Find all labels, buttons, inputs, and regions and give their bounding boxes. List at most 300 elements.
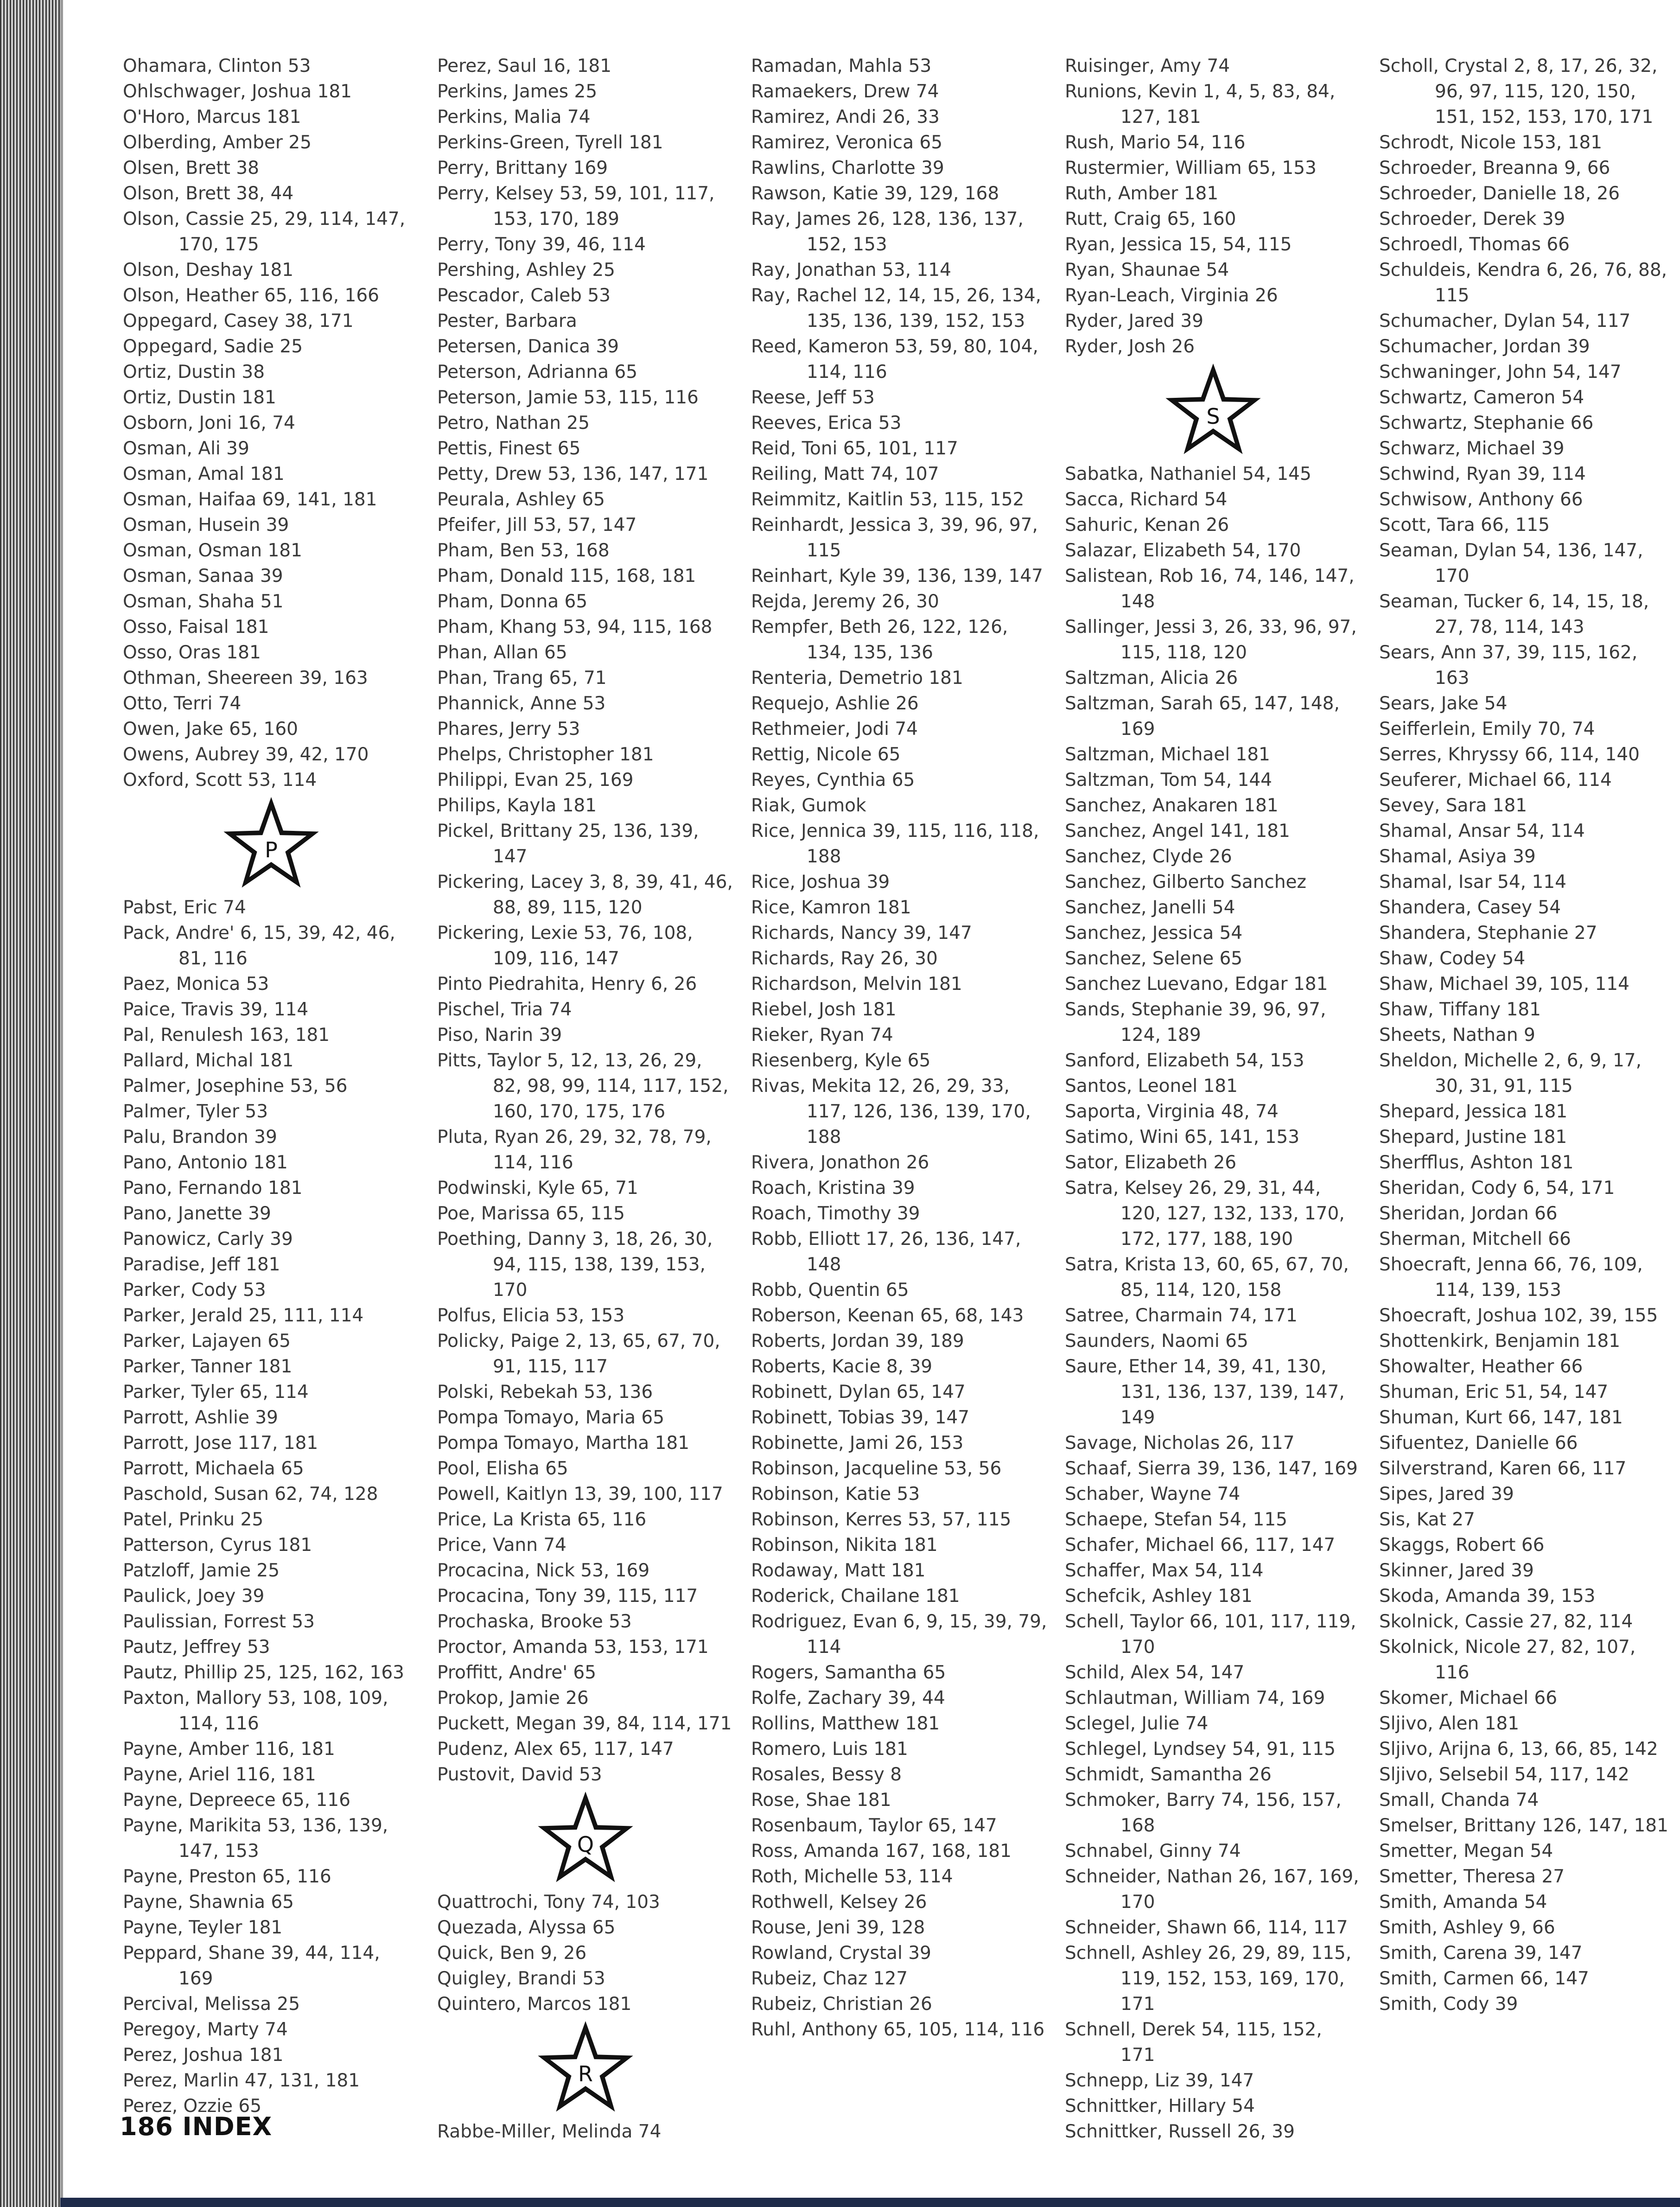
index-entry: Schuldeis, Kendra 6, 26, 76, 88, 115 xyxy=(1379,260,1667,306)
index-entry: Schwaninger, John 54, 147 xyxy=(1379,362,1622,383)
index-entry: Osman, Osman 181 xyxy=(123,540,302,561)
index-entry: Schroedl, Thomas 66 xyxy=(1379,234,1570,255)
index-entry: Seaman, Tucker 6, 14, 15, 18, 27, 78, 114, 143 xyxy=(1379,591,1649,638)
index-entry: Perry, Brittany 169 xyxy=(437,158,608,179)
index-entry: Paulick, Joey 39 xyxy=(123,1586,265,1607)
index-entry: Sears, Jake 54 xyxy=(1379,693,1508,714)
index-entry: Perkins, James 25 xyxy=(437,81,598,102)
index-entry: Sanchez Luevano, Edgar 181 xyxy=(1065,974,1328,995)
index-entry: Schwind, Ryan 39, 114 xyxy=(1379,464,1586,485)
index-entry: Saunders, Naomi 65 xyxy=(1065,1331,1248,1352)
index-entry: Richards, Nancy 39, 147 xyxy=(751,923,972,944)
index-entry: Satra, Krista 13, 60, 65, 67, 70, 85, 114, 120, 158 xyxy=(1065,1254,1349,1301)
index-entry: Patel, Prinku 25 xyxy=(123,1509,264,1530)
index-entry: Pester, Barbara xyxy=(437,311,577,332)
index-entry: Ray, James 26, 128, 136, 137, 152, 153 xyxy=(751,209,1024,255)
index-entry: Romero, Luis 181 xyxy=(751,1739,908,1760)
page-number: 186 xyxy=(120,2112,173,2141)
index-entry: Oxford, Scott 53, 114 xyxy=(123,770,317,791)
index-entry: Schefcik, Ashley 181 xyxy=(1065,1586,1253,1607)
index-entry: Sabatka, Nathaniel 54, 145 xyxy=(1065,464,1311,485)
index-entry: Robinson, Nikita 181 xyxy=(751,1535,938,1556)
index-entry: Sanford, Elizabeth 54, 153 xyxy=(1065,1050,1305,1071)
index-entry: Ramadan, Mahla 53 xyxy=(751,56,932,77)
index-entry: Peregoy, Marty 74 xyxy=(123,2019,288,2040)
index-entry: Saltzman, Tom 54, 144 xyxy=(1065,770,1272,791)
section-letter-text: R xyxy=(578,2061,593,2086)
index-entry: Smetter, Theresa 27 xyxy=(1379,1866,1565,1887)
index-entry: Quigley, Brandi 53 xyxy=(437,1968,605,1989)
index-entry: Perez, Saul 16, 181 xyxy=(437,56,612,77)
index-entry: Parrott, Michaela 65 xyxy=(123,1458,304,1479)
index-entry: Showalter, Heather 66 xyxy=(1379,1356,1583,1377)
index-entry: Seuferer, Michael 66, 114 xyxy=(1379,770,1612,791)
index-entry: Schwartz, Stephanie 66 xyxy=(1379,413,1594,434)
index-entry: Osman, Husein 39 xyxy=(123,515,289,536)
index-entry: Rothwell, Kelsey 26 xyxy=(751,1892,927,1913)
index-entry: Runions, Kevin 1, 4, 5, 83, 84, 127, 181 xyxy=(1065,81,1336,128)
index-entry: Pham, Ben 53, 168 xyxy=(437,540,610,561)
index-entry: Saltzman, Michael 181 xyxy=(1065,744,1270,765)
star-icon xyxy=(218,795,325,893)
index-entry: Scholl, Crystal 2, 8, 17, 26, 32, 96, 97, 115, 120, 150, 151, 152, 153, 170, 171 xyxy=(1379,56,1658,128)
index-entry: Sahuric, Kenan 26 xyxy=(1065,515,1229,536)
index-entry: Ray, Jonathan 53, 114 xyxy=(751,260,951,281)
index-entry: Smith, Carena 39, 147 xyxy=(1379,1943,1583,1964)
index-entry: Schild, Alex 54, 147 xyxy=(1065,1662,1245,1683)
index-entry: Procacina, Tony 39, 115, 117 xyxy=(437,1586,698,1607)
index-entry: Rosenbaum, Taylor 65, 147 xyxy=(751,1815,997,1836)
index-entry: Reinhardt, Jessica 3, 39, 96, 97, 115 xyxy=(751,515,1038,561)
index-entry: Ryan-Leach, Virginia 26 xyxy=(1065,285,1278,306)
index-entry: Skolnick, Cassie 27, 82, 114 xyxy=(1379,1611,1633,1632)
index-entry: Sclegel, Julie 74 xyxy=(1065,1713,1209,1734)
index-entry: Ryan, Shaunae 54 xyxy=(1065,260,1229,281)
index-entry: Percival, Melissa 25 xyxy=(123,1994,300,2015)
index-entry: Pluta, Ryan 26, 29, 32, 78, 79, 114, 116 xyxy=(437,1127,712,1173)
index-entry: Ray, Rachel 12, 14, 15, 26, 134, 135, 136, 139, 152, 153 xyxy=(751,285,1042,332)
index-entry: Rodaway, Matt 181 xyxy=(751,1560,926,1581)
index-entry: Othman, Sheereen 39, 163 xyxy=(123,668,368,689)
index-entry: Pham, Donna 65 xyxy=(437,591,588,612)
index-column-3 xyxy=(751,53,1048,2042)
index-entry: Reiling, Matt 74, 107 xyxy=(751,464,939,485)
index-entry: Rubeiz, Christian 26 xyxy=(751,1994,932,2015)
index-entry: Oppegard, Casey 38, 171 xyxy=(123,311,354,332)
index-entry: Ruhl, Anthony 65, 105, 114, 116 xyxy=(751,2019,1045,2040)
index-entry: Owens, Aubrey 39, 42, 170 xyxy=(123,744,369,765)
index-entry: Roberts, Kacie 8, 39 xyxy=(751,1356,933,1377)
index-entry: Rice, Joshua 39 xyxy=(751,872,890,893)
page-bottom-edge xyxy=(60,2198,1680,2207)
index-entry: Roach, Timothy 39 xyxy=(751,1203,920,1224)
index-entry: Robinett, Tobias 39, 147 xyxy=(751,1407,970,1428)
index-entry: Silverstrand, Karen 66, 117 xyxy=(1379,1458,1627,1479)
index-entry: Schwartz, Cameron 54 xyxy=(1379,387,1585,408)
index-entry: Patzloff, Jamie 25 xyxy=(123,1560,280,1581)
index-entry: Shaw, Codey 54 xyxy=(1379,948,1526,969)
index-entry: Rice, Jennica 39, 115, 116, 118, 188 xyxy=(751,821,1039,867)
index-entry: Riebel, Josh 181 xyxy=(751,999,897,1020)
index-entry: Schrodt, Nicole 153, 181 xyxy=(1379,132,1603,153)
index-entry: Prochaska, Brooke 53 xyxy=(437,1611,632,1632)
index-entry: Quezada, Alyssa 65 xyxy=(437,1917,616,1938)
index-entry: Sator, Elizabeth 26 xyxy=(1065,1152,1237,1173)
index-entry: Ryder, Jared 39 xyxy=(1065,311,1203,332)
index-entry: Rustermier, William 65, 153 xyxy=(1065,158,1317,179)
index-entry: Robb, Elliott 17, 26, 136, 147, 148 xyxy=(751,1229,1021,1275)
index-entry: Olson, Deshay 181 xyxy=(123,260,294,281)
index-entry: Rose, Shae 181 xyxy=(751,1790,891,1811)
index-entry: Olson, Brett 38, 44 xyxy=(123,183,294,204)
index-entry: Sanchez, Janelli 54 xyxy=(1065,897,1235,918)
index-entry: Schnell, Derek 54, 115, 152, 171 xyxy=(1065,2019,1322,2066)
index-entry: Smith, Carmen 66, 147 xyxy=(1379,1968,1589,1989)
index-column-2 xyxy=(437,53,734,2144)
index-entry: Ohamara, Clinton 53 xyxy=(123,56,311,77)
index-entry: Phannick, Anne 53 xyxy=(437,693,606,714)
index-entry: Paez, Monica 53 xyxy=(123,974,269,995)
index-entry: Sheets, Nathan 9 xyxy=(1379,1025,1535,1046)
index-entry: Perez, Ozzie 65 xyxy=(123,2096,262,2117)
index-entry: Osman, Sanaa 39 xyxy=(123,566,283,587)
index-entry: Patterson, Cyrus 181 xyxy=(123,1535,312,1556)
index-entry: Sljivo, Alen 181 xyxy=(1379,1713,1520,1734)
index-entry: Pickel, Brittany 25, 136, 139, 147 xyxy=(437,821,699,867)
index-entry: Phares, Jerry 53 xyxy=(437,719,580,740)
index-entry: Sanchez, Anakaren 181 xyxy=(1065,795,1279,816)
index-entry: Richards, Ray 26, 30 xyxy=(751,948,938,969)
index-entry: Ohlschwager, Joshua 181 xyxy=(123,81,352,102)
index-entry: Rempfer, Beth 26, 122, 126, 134, 135, 136 xyxy=(751,617,1008,663)
index-entry: Piso, Narin 39 xyxy=(437,1025,562,1046)
index-entry: Reinhart, Kyle 39, 136, 139, 147 xyxy=(751,566,1043,587)
index-entry: Robinson, Kerres 53, 57, 115 xyxy=(751,1509,1012,1530)
index-entry: Olson, Cassie 25, 29, 114, 147, 170, 175 xyxy=(123,209,406,255)
index-entry: Robinett, Dylan 65, 147 xyxy=(751,1382,966,1403)
index-entry: Sherfflus, Ashton 181 xyxy=(1379,1152,1574,1173)
index-entry: Sanchez, Clyde 26 xyxy=(1065,846,1232,867)
index-entry: Satra, Kelsey 26, 29, 31, 44, 120, 127, 132, 133, 170, 172, 177, 188, 190 xyxy=(1065,1178,1345,1250)
index-entry: Payne, Depreece 65, 116 xyxy=(123,1790,350,1811)
index-entry: Small, Chanda 74 xyxy=(1379,1790,1539,1811)
index-entry: Perez, Marlin 47, 131, 181 xyxy=(123,2070,360,2091)
index-entry: Pustovit, David 53 xyxy=(437,1764,602,1785)
index-entry: Peurala, Ashley 65 xyxy=(437,489,605,510)
index-entry: Skaggs, Robert 66 xyxy=(1379,1535,1545,1556)
index-entry: Shandera, Stephanie 27 xyxy=(1379,923,1597,944)
index-entry: Ross, Amanda 167, 168, 181 xyxy=(751,1841,1012,1862)
page-footer xyxy=(120,2112,272,2141)
index-entry: Roberts, Jordan 39, 189 xyxy=(751,1331,964,1352)
index-entry: Shamal, Asiya 39 xyxy=(1379,846,1536,867)
index-entry: Reyes, Cynthia 65 xyxy=(751,770,915,791)
index-entry: Schaffer, Max 54, 114 xyxy=(1065,1560,1264,1581)
index-entry: Petersen, Danica 39 xyxy=(437,336,619,357)
index-entry: Saltzman, Alicia 26 xyxy=(1065,668,1238,689)
index-entry: Shuman, Kurt 66, 147, 181 xyxy=(1379,1407,1623,1428)
index-entry: Rollins, Matthew 181 xyxy=(751,1713,940,1734)
index-entry: Ramirez, Andi 26, 33 xyxy=(751,107,940,128)
index-entry: Schwarz, Michael 39 xyxy=(1379,438,1565,459)
index-entry: Perez, Joshua 181 xyxy=(123,2045,284,2066)
index-entry: Peterson, Jamie 53, 115, 116 xyxy=(437,387,699,408)
index-entry: Rogers, Samantha 65 xyxy=(751,1662,946,1683)
index-entry: Schafer, Michael 66, 117, 147 xyxy=(1065,1535,1336,1556)
index-entry: Skoda, Amanda 39, 153 xyxy=(1379,1586,1596,1607)
index-entry: Rowland, Crystal 39 xyxy=(751,1943,931,1964)
index-entry: Schnell, Ashley 26, 29, 89, 115, 119, 152, 153, 169, 170, 171 xyxy=(1065,1943,1352,2015)
index-entry: Petty, Drew 53, 136, 147, 171 xyxy=(437,464,709,485)
index-entry: Rabbe-Miller, Melinda 74 xyxy=(437,2121,662,2142)
index-entry: Schaepe, Stefan 54, 115 xyxy=(1065,1509,1287,1530)
index-entry: Ryan, Jessica 15, 54, 115 xyxy=(1065,234,1292,255)
index-entry: Pano, Antonio 181 xyxy=(123,1152,288,1173)
page-binding-edge xyxy=(0,0,60,2207)
section-label: INDEX xyxy=(182,2112,273,2141)
index-column-1 xyxy=(123,53,420,2119)
index-entry: Sheldon, Michelle 2, 6, 9, 17, 30, 31, 91, 115 xyxy=(1379,1050,1642,1097)
index-entry: Schumacher, Jordan 39 xyxy=(1379,336,1590,357)
index-entry: Shandera, Casey 54 xyxy=(1379,897,1561,918)
index-entry: Seaman, Dylan 54, 136, 147, 170 xyxy=(1379,540,1643,587)
index-entry: Pautz, Jeffrey 53 xyxy=(123,1637,270,1658)
index-entry: Schumacher, Dylan 54, 117 xyxy=(1379,311,1631,332)
index-entry: Schlautman, William 74, 169 xyxy=(1065,1688,1325,1709)
index-entry: Scott, Tara 66, 115 xyxy=(1379,515,1550,536)
index-entry: Pitts, Taylor 5, 12, 13, 26, 29, 82, 98, 99, 114, 117, 152, 160, 170, 175, 176 xyxy=(437,1050,729,1122)
index-entry: Saure, Ether 14, 39, 41, 130, 131, 136, 137, 139, 147, 149 xyxy=(1065,1356,1345,1428)
index-entry: Petro, Nathan 25 xyxy=(437,413,590,434)
index-entry: Panowicz, Carly 39 xyxy=(123,1229,293,1250)
index-entry: Savage, Nicholas 26, 117 xyxy=(1065,1433,1295,1454)
index-entry: Peppard, Shane 39, 44, 114, 169 xyxy=(123,1943,380,1989)
index-entry: Paxton, Mallory 53, 108, 109, 114, 116 xyxy=(123,1688,388,1734)
index-entry: Payne, Ariel 116, 181 xyxy=(123,1764,316,1785)
index-entry: Schlegel, Lyndsey 54, 91, 115 xyxy=(1065,1739,1336,1760)
index-entry: Phan, Allan 65 xyxy=(437,642,567,663)
index-entry: Paschold, Susan 62, 74, 128 xyxy=(123,1484,378,1505)
index-entry: Skinner, Jared 39 xyxy=(1379,1560,1534,1581)
index-entry: Skolnick, Nicole 27, 82, 107, 116 xyxy=(1379,1637,1636,1683)
index-entry: Prokop, Jamie 26 xyxy=(437,1688,589,1709)
index-entry: Pompa Tomayo, Martha 181 xyxy=(437,1433,690,1454)
index-entry: Rush, Mario 54, 116 xyxy=(1065,132,1246,153)
index-entry: Pinto Piedrahita, Henry 6, 26 xyxy=(437,974,697,995)
index-entry: Osborn, Joni 16, 74 xyxy=(123,413,295,434)
index-entry: Rethmeier, Jodi 74 xyxy=(751,719,918,740)
index-entry: Requejo, Ashlie 26 xyxy=(751,693,919,714)
index-entry: Sherman, Mitchell 66 xyxy=(1379,1229,1571,1250)
index-entry: Osman, Shaha 51 xyxy=(123,591,284,612)
index-entry: Saporta, Virginia 48, 74 xyxy=(1065,1101,1279,1122)
index-entry: Pischel, Tria 74 xyxy=(437,999,572,1020)
index-entry: Satimo, Wini 65, 141, 153 xyxy=(1065,1127,1300,1148)
index-entry: Robinette, Jami 26, 153 xyxy=(751,1433,964,1454)
index-entry: Schnittker, Hillary 54 xyxy=(1065,2096,1255,2117)
index-entry: Polfus, Elicia 53, 153 xyxy=(437,1305,625,1326)
index-entry: Polski, Rebekah 53, 136 xyxy=(437,1382,653,1403)
section-letter-s xyxy=(1065,359,1362,461)
index-entry: Powell, Kaitlyn 13, 39, 100, 117 xyxy=(437,1484,723,1505)
index-entry: Sljivo, Arijna 6, 13, 66, 85, 142 xyxy=(1379,1739,1658,1760)
index-entry: Sljivo, Selsebil 54, 117, 142 xyxy=(1379,1764,1629,1785)
index-entry: Schnittker, Russell 26, 39 xyxy=(1065,2121,1295,2142)
index-entry: Pudenz, Alex 65, 117, 147 xyxy=(437,1739,674,1760)
index-entry: Shaw, Tiffany 181 xyxy=(1379,999,1541,1020)
index-entry: Pallard, Michal 181 xyxy=(123,1050,294,1071)
index-entry: Parker, Jerald 25, 111, 114 xyxy=(123,1305,364,1326)
index-entry: Olberding, Amber 25 xyxy=(123,132,312,153)
index-entry: Salazar, Elizabeth 54, 170 xyxy=(1065,540,1301,561)
index-entry: Osman, Haifaa 69, 141, 181 xyxy=(123,489,377,510)
index-entry: Schwisow, Anthony 66 xyxy=(1379,489,1583,510)
index-entry: Paradise, Jeff 181 xyxy=(123,1254,280,1275)
index-entry: Pool, Elisha 65 xyxy=(437,1458,568,1479)
index-entry: Quintero, Marcos 181 xyxy=(437,1994,632,2015)
index-entry: Pershing, Ashley 25 xyxy=(437,260,615,281)
index-entry: Salistean, Rob 16, 74, 146, 147, 148 xyxy=(1065,566,1355,612)
index-entry: Price, La Krista 65, 116 xyxy=(437,1509,647,1530)
index-entry: Reese, Jeff 53 xyxy=(751,387,875,408)
index-entry: Sears, Ann 37, 39, 115, 162, 163 xyxy=(1379,642,1638,689)
index-entry: Shaw, Michael 39, 105, 114 xyxy=(1379,974,1629,995)
index-entry: Philips, Kayla 181 xyxy=(437,795,597,816)
index-entry: Proctor, Amanda 53, 153, 171 xyxy=(437,1637,709,1658)
index-entry: Renteria, Demetrio 181 xyxy=(751,668,963,689)
index-entry: Schroeder, Derek 39 xyxy=(1379,209,1565,230)
section-letter-q xyxy=(437,1787,734,1889)
index-entry: Roberson, Keenan 65, 68, 143 xyxy=(751,1305,1024,1326)
index-entry: Ruth, Amber 181 xyxy=(1065,183,1219,204)
index-entry: O'Horo, Marcus 181 xyxy=(123,107,301,128)
index-column-5 xyxy=(1379,53,1676,2017)
index-entry: Pano, Fernando 181 xyxy=(123,1178,303,1199)
index-entry: Schnabel, Ginny 74 xyxy=(1065,1841,1241,1862)
index-entry: Pham, Khang 53, 94, 115, 168 xyxy=(437,617,713,638)
index-entry: Robinson, Jacqueline 53, 56 xyxy=(751,1458,1002,1479)
index-entry: Rejda, Jeremy 26, 30 xyxy=(751,591,939,612)
index-entry: Palmer, Tyler 53 xyxy=(123,1101,268,1122)
index-entry: Rubeiz, Chaz 127 xyxy=(751,1968,908,1989)
index-entry: Pickering, Lacey 3, 8, 39, 41, 46, 88, 89, 115, 120 xyxy=(437,872,733,918)
index-entry: Price, Vann 74 xyxy=(437,1535,566,1556)
index-entry: Sheridan, Jordan 66 xyxy=(1379,1203,1558,1224)
index-entry: Rieker, Ryan 74 xyxy=(751,1025,893,1046)
index-entry: Palmer, Josephine 53, 56 xyxy=(123,1076,348,1097)
index-entry: Pescador, Caleb 53 xyxy=(437,285,611,306)
index-entry: Osso, Faisal 181 xyxy=(123,617,269,638)
index-entry: Shepard, Jessica 181 xyxy=(1379,1101,1568,1122)
index-entry: Ortiz, Dustin 181 xyxy=(123,387,276,408)
index-column-4 xyxy=(1065,53,1362,2144)
index-entry: Puckett, Megan 39, 84, 114, 171 xyxy=(437,1713,732,1734)
index-entry: Procacina, Nick 53, 169 xyxy=(437,1560,650,1581)
index-entry: Schneider, Nathan 26, 167, 169, 170 xyxy=(1065,1866,1359,1913)
index-entry: Pal, Renulesh 163, 181 xyxy=(123,1025,330,1046)
index-entry: Pabst, Eric 74 xyxy=(123,897,246,918)
index-entry: Payne, Shawnia 65 xyxy=(123,1892,294,1913)
index-entry: Smith, Ashley 9, 66 xyxy=(1379,1917,1555,1938)
section-letter-r xyxy=(437,2017,734,2119)
index-entry: Payne, Teyler 181 xyxy=(123,1917,283,1938)
index-entry: Perkins-Green, Tyrell 181 xyxy=(437,132,663,153)
index-entry: Sheridan, Cody 6, 54, 171 xyxy=(1379,1178,1615,1199)
index-entry: Sifuentez, Danielle 66 xyxy=(1379,1433,1578,1454)
index-entry: Osman, Amal 181 xyxy=(123,464,285,485)
star-icon xyxy=(532,2019,639,2117)
index-entry: Parker, Cody 53 xyxy=(123,1280,266,1301)
index-entry: Pfeifer, Jill 53, 57, 147 xyxy=(437,515,637,536)
index-entry: Rouse, Jeni 39, 128 xyxy=(751,1917,925,1938)
index-entry: Roth, Michelle 53, 114 xyxy=(751,1866,953,1887)
index-entry: Shuman, Eric 51, 54, 147 xyxy=(1379,1382,1609,1403)
index-entry: Shamal, Isar 54, 114 xyxy=(1379,872,1566,893)
index-entry: Rivas, Mekita 12, 26, 29, 33, 117, 126, 136, 139, 170, 188 xyxy=(751,1076,1031,1148)
index-entry: Shoecraft, Joshua 102, 39, 155 xyxy=(1379,1305,1658,1326)
index-entry: Parker, Tyler 65, 114 xyxy=(123,1382,309,1403)
index-entry: Osso, Oras 181 xyxy=(123,642,261,663)
index-entry: Shamal, Ansar 54, 114 xyxy=(1379,821,1585,842)
index-entry: Pickering, Lexie 53, 76, 108, 109, 116, 147 xyxy=(437,923,693,969)
index-entry: Pack, Andre' 6, 15, 39, 42, 46, 81, 116 xyxy=(123,923,395,969)
index-entry: Ruisinger, Amy 74 xyxy=(1065,56,1230,77)
index-entry: Poething, Danny 3, 18, 26, 30, 94, 115, 138, 139, 153, 170 xyxy=(437,1229,713,1301)
index-entry: Olson, Heather 65, 116, 166 xyxy=(123,285,379,306)
index-entry: Santos, Leonel 181 xyxy=(1065,1076,1238,1097)
index-entry: Ramaekers, Drew 74 xyxy=(751,81,939,102)
index-entry: Rolfe, Zachary 39, 44 xyxy=(751,1688,945,1709)
index-entry: Sanchez, Selene 65 xyxy=(1065,948,1243,969)
index-entry: Seifferlein, Emily 70, 74 xyxy=(1379,719,1595,740)
index-entry: Perkins, Malia 74 xyxy=(437,107,591,128)
index-entry: Rivera, Jonathon 26 xyxy=(751,1152,929,1173)
index-entry: Rawlins, Charlotte 39 xyxy=(751,158,944,179)
index-entry: Schroeder, Breanna 9, 66 xyxy=(1379,158,1610,179)
index-entry: Peterson, Adrianna 65 xyxy=(437,362,638,383)
index-entry: Smelser, Brittany 126, 147, 181 xyxy=(1379,1815,1668,1836)
index-entry: Schaber, Wayne 74 xyxy=(1065,1484,1241,1505)
index-entry: Palu, Brandon 39 xyxy=(123,1127,277,1148)
index-entry: Schmidt, Samantha 26 xyxy=(1065,1764,1272,1785)
index-entry: Roach, Kristina 39 xyxy=(751,1178,915,1199)
index-entry: Smetter, Megan 54 xyxy=(1379,1841,1553,1862)
index-entry: Rosales, Bessy 8 xyxy=(751,1764,902,1785)
index-entry: Phelps, Christopher 181 xyxy=(437,744,654,765)
star-icon xyxy=(1160,362,1266,459)
index-entry: Payne, Amber 116, 181 xyxy=(123,1739,335,1760)
index-entry: Quick, Ben 9, 26 xyxy=(437,1943,587,1964)
index-entry: Riak, Gumok xyxy=(751,795,866,816)
index-entry: Schneider, Shawn 66, 114, 117 xyxy=(1065,1917,1348,1938)
index-entry: Satree, Charmain 74, 171 xyxy=(1065,1305,1298,1326)
index-entry: Sanchez, Angel 141, 181 xyxy=(1065,821,1290,842)
index-entry: Schnepp, Liz 39, 147 xyxy=(1065,2070,1254,2091)
index-entry: Sanchez, Gilberto Sanchez xyxy=(1065,872,1307,893)
index-entry: Parrott, Ashlie 39 xyxy=(123,1407,278,1428)
index-entry: Reeves, Erica 53 xyxy=(751,413,902,434)
index-entry: Schroeder, Danielle 18, 26 xyxy=(1379,183,1620,204)
section-letter-text: Q xyxy=(577,1832,594,1857)
index-entry: Paice, Travis 39, 114 xyxy=(123,999,309,1020)
index-entry: Pano, Janette 39 xyxy=(123,1203,271,1224)
index-entry: Sanchez, Jessica 54 xyxy=(1065,923,1243,944)
index-entry: Saltzman, Sarah 65, 147, 148, 169 xyxy=(1065,693,1340,740)
index-entry: Riesenberg, Kyle 65 xyxy=(751,1050,931,1071)
index-entry: Osman, Ali 39 xyxy=(123,438,249,459)
index-entry: Roderick, Chailane 181 xyxy=(751,1586,960,1607)
index-entry: Sacca, Richard 54 xyxy=(1065,489,1228,510)
